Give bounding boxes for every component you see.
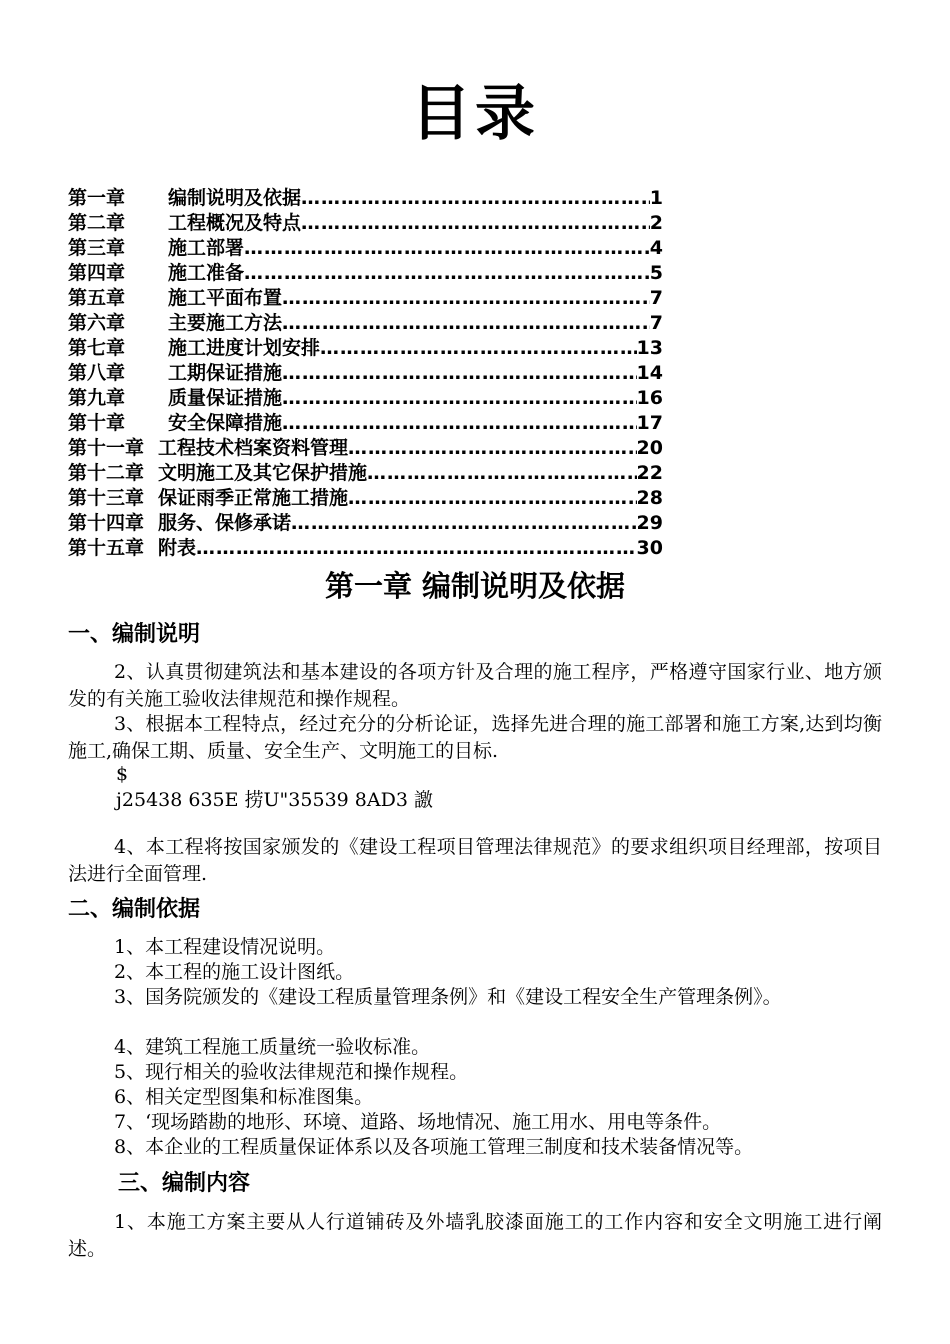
garbled-text: j25438 635E 捞U"35539 8AD3 譤	[116, 789, 433, 811]
toc-page-number: 20	[636, 437, 663, 459]
toc-entry[interactable]	[68, 186, 663, 211]
toc-entry[interactable]	[68, 236, 663, 261]
toc-chapter: 第二章	[68, 212, 126, 234]
garbled-text: $	[116, 763, 129, 785]
toc-page-number: 13	[636, 337, 663, 359]
toc-chapter: 第十二章	[68, 462, 145, 484]
toc-entry[interactable]	[68, 486, 663, 511]
toc-title: 目录	[411, 79, 539, 149]
toc-entry-title: 施工进度计划安排	[168, 337, 321, 359]
paragraph: 2、认真贯彻建筑法和基本建设的各项方针及合理的施工程序，严格遵守国家行业、地方颁发的有关施工验收法律规范和操作规程。	[68, 661, 882, 710]
toc-entry[interactable]	[68, 286, 663, 311]
toc-entry-title: 主要施工方法	[168, 312, 283, 334]
toc-entry[interactable]	[68, 536, 663, 561]
toc-page-number: 2	[649, 212, 663, 234]
toc-entry-title: 施工部署	[168, 237, 245, 259]
toc-entry[interactable]	[68, 511, 663, 536]
list-item: 3、国务院颁发的《建设工程质量管理条例》和《建设工程安全生产管理条例》。	[114, 986, 782, 1008]
toc-entry[interactable]	[68, 211, 663, 236]
table-of-contents	[68, 186, 663, 561]
toc-entry-title: 附表	[158, 537, 197, 559]
toc-entry-title: 服务、保修承诺	[158, 512, 292, 534]
toc-page-number: 16	[636, 387, 663, 409]
toc-chapter: 第十一章	[68, 437, 145, 459]
toc-leader	[367, 461, 637, 486]
list-item: 5、现行相关的验收法律规范和操作规程。	[114, 1061, 469, 1083]
paragraph: 3、根据本工程特点，经过充分的分析论证，选择先进合理的施工部署和施工方案,达到均衡施工,确保工期、质量、安全生产、文明施工的目标.	[68, 713, 882, 762]
toc-entry-title: 编制说明及依据	[168, 187, 302, 209]
toc-entry[interactable]	[68, 386, 663, 411]
list-item: 8、本企业的工程质量保证体系以及各项施工管理三制度和技术装备情况等。	[114, 1136, 754, 1158]
paragraph: 1、本施工方案主要从人行道铺砖及外墙乳胶漆面施工的工作内容和安全文明施工进行阐述。	[68, 1211, 882, 1260]
toc-page-number: 7	[649, 312, 663, 334]
toc-page-number: 14	[636, 362, 663, 384]
toc-entry-title: 保证雨季正常施工措施	[158, 487, 349, 509]
toc-chapter: 第十章	[68, 412, 126, 434]
toc-page-number: 7	[649, 287, 663, 309]
list-item: 7、‘现场踏勘的地形、环境、道路、场地情况、施工用水、用电等条件。	[114, 1111, 722, 1133]
toc-chapter: 第三章	[68, 237, 126, 259]
toc-entry[interactable]	[68, 311, 663, 336]
toc-entry[interactable]	[68, 261, 663, 286]
toc-entry-title: 质量保证措施	[168, 387, 283, 409]
toc-chapter: 第十五章	[68, 537, 145, 559]
toc-leader	[244, 236, 650, 261]
toc-entry-title: 工期保证措施	[168, 362, 283, 384]
section-heading: 三、编制内容	[118, 1171, 251, 1196]
toc-entry-title: 施工平面布置	[168, 287, 283, 309]
toc-entry-title: 安全保障措施	[168, 412, 283, 434]
toc-leader	[301, 211, 650, 236]
toc-entry-title: 工程概况及特点	[168, 212, 302, 234]
toc-chapter: 第七章	[68, 337, 126, 359]
toc-leader	[196, 536, 637, 561]
toc-leader	[282, 386, 637, 411]
toc-page-number: 30	[636, 537, 663, 559]
toc-chapter: 第十三章	[68, 487, 145, 509]
toc-page-number: 28	[636, 487, 663, 509]
toc-entry[interactable]	[68, 461, 663, 486]
toc-chapter: 第十四章	[68, 512, 145, 534]
toc-chapter: 第一章	[68, 187, 126, 209]
toc-page-number: 4	[649, 237, 663, 259]
toc-entry-title: 施工准备	[168, 262, 245, 284]
toc-leader	[282, 411, 637, 436]
toc-chapter: 第八章	[68, 362, 126, 384]
section-heading: 一、编制说明	[68, 622, 201, 647]
paragraph: 4、本工程将按国家颁发的《建设工程项目管理法律规范》的要求组织项目经理部，按项目法进行全面管理.	[68, 836, 882, 885]
section-heading: 二、编制依据	[68, 897, 201, 922]
toc-leader	[320, 336, 637, 361]
toc-entry[interactable]	[68, 361, 663, 386]
chapter-heading: 第一章 编制说明及依据	[324, 569, 626, 603]
toc-entry-title: 文明施工及其它保护措施	[158, 462, 368, 484]
toc-entry-title: 工程技术档案资料管理	[158, 437, 349, 459]
toc-leader	[291, 511, 637, 536]
toc-page-number: 29	[636, 512, 663, 534]
toc-entry[interactable]	[68, 336, 663, 361]
list-item: 4、建筑工程施工质量统一验收标准。	[114, 1036, 431, 1058]
toc-leader	[301, 186, 650, 211]
toc-entry[interactable]	[68, 411, 663, 436]
toc-entry[interactable]	[68, 436, 663, 461]
toc-leader	[282, 311, 650, 336]
toc-page-number: 1	[649, 187, 663, 209]
toc-chapter: 第九章	[68, 387, 126, 409]
list-item: 6、相关定型图集和标准图集。	[114, 1086, 374, 1108]
toc-page-number: 22	[636, 462, 663, 484]
toc-page-number: 17	[636, 412, 663, 434]
toc-chapter: 第六章	[68, 312, 126, 334]
toc-leader	[348, 486, 637, 511]
toc-leader	[282, 361, 637, 386]
toc-leader	[348, 436, 637, 461]
list-item: 1、本工程建设情况说明。	[114, 936, 336, 958]
list-item: 2、本工程的施工设计图纸。	[114, 961, 355, 983]
toc-leader	[244, 261, 650, 286]
toc-leader	[282, 286, 650, 311]
toc-chapter: 第四章	[68, 262, 126, 284]
toc-chapter: 第五章	[68, 287, 126, 309]
toc-page-number: 5	[649, 262, 663, 284]
